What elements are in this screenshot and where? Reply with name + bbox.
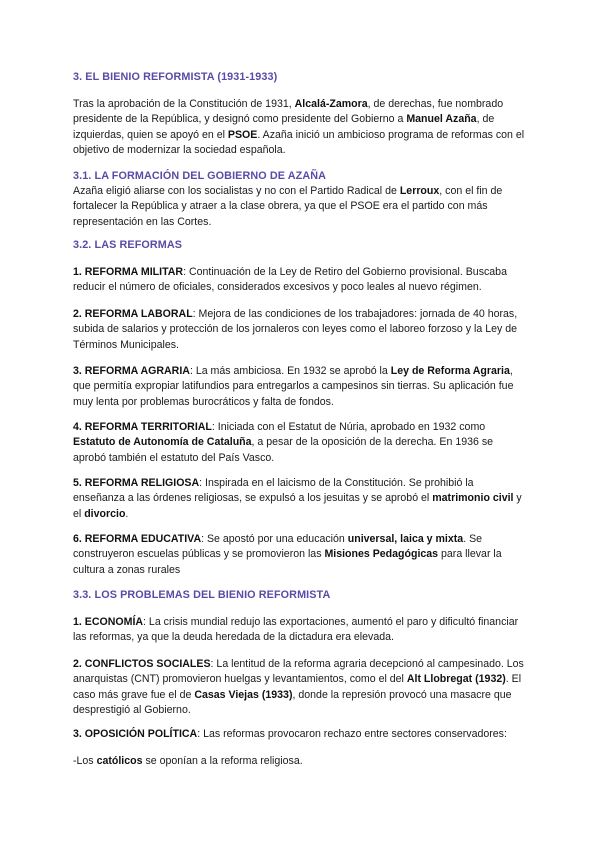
- text-run: : La más ambiciosa. En 1932 se aprobó la: [189, 365, 391, 377]
- reform-educativa-paragraph: [73, 532, 528, 578]
- bold-text-run: 3. REFORMA AGRARIA: [73, 365, 190, 377]
- text-run: . El caso más grave fue el de: [73, 673, 522, 701]
- reform-territorial-paragraph: [73, 420, 528, 466]
- bold-text-run: 1. REFORMA MILITAR: [73, 266, 184, 278]
- bold-text-run: 2. CONFLICTOS SOCIALES: [73, 658, 211, 670]
- bold-text-run: PSOE: [227, 128, 258, 141]
- section-3-2-heading: 3.2. LAS REFORMAS: [73, 239, 183, 251]
- text-run: , de derechas, fue nombrado presidente de la República, y designó como presidente del Gobierno a: [73, 98, 504, 126]
- text-run: . Azaña inició un ambicioso programa de reformas con el objetivo de modernizar la sociedad española.: [73, 128, 525, 157]
- text-run: se oponían a la reforma religiosa.: [142, 755, 303, 767]
- bold-text-run: Casas Viejas (1933): [194, 688, 293, 701]
- bold-text-run: Alt Llobregat (1932): [406, 673, 506, 686]
- text-run: Tras la aprobación de la Constitución de 1931,: [73, 98, 295, 110]
- reform-agraria-paragraph: [73, 364, 528, 410]
- bold-text-run: Misiones Pedagógicas: [324, 548, 439, 561]
- text-run: : Mejora de las condiciones de los trabajadores: jornada de 40 horas, subida de salarios y protección de los jornaleros con leyes como el laboreo forzoso y la Ley de Términos Municipales.: [73, 308, 518, 351]
- reform-militar-paragraph: [73, 265, 528, 296]
- text-run: : Las reformas provocaron rechazo entre sectores conservadores:: [197, 728, 507, 740]
- text-run: : La crisis mundial redujo las exportaciones, aumentó el paro y dificultó financiar las reformas, ya que la deuda heredada de la dictadura era elevada.: [73, 616, 519, 644]
- text-run: .: [125, 507, 129, 520]
- reform-laboral-paragraph: [73, 307, 528, 353]
- section-3-3-heading: 3.3. LOS PROBLEMAS DEL BIENIO REFORMISTA: [73, 589, 331, 601]
- text-run: , que permitía expropiar latifundios para entregarlos a campesinos sin tierras. Su aplicación fue muy lenta por problemas burocráticos y falta de fondos.: [73, 365, 514, 408]
- bold-text-run: Ley de Reforma Agraria: [390, 365, 510, 377]
- bold-text-run: 1. ECONOMÍA: [73, 616, 144, 628]
- text-run: : La lentitud de la reforma agraria decepcionó al campesinado. Los anarquistas (CNT) promovieron huelgas y levantamientos, como el del: [73, 658, 524, 686]
- bold-text-run: Estatuto de Autonomía de Cataluña: [73, 436, 252, 449]
- bold-text-run: 3. OPOSICIÓN POLÍTICA: [73, 728, 198, 740]
- text-run: y el: [73, 492, 522, 520]
- bold-text-run: 6. REFORMA EDUCATIVA: [73, 533, 202, 545]
- text-run: Azaña eligió aliarse con los socialistas y no con el Partido Radical de: [73, 185, 400, 197]
- bold-text-run: divorcio: [84, 507, 126, 520]
- text-run: , con el fin de fortalecer la República y atraer a la clase obrera, ya que el PSOE era el partido con más representación en las Cortes.: [73, 185, 503, 228]
- text-run: : Se apostó por una educación: [201, 533, 348, 545]
- text-run: , de izquierdas, quien se apoyó en el: [73, 113, 495, 141]
- text-run: -Los: [73, 755, 97, 767]
- bold-text-run: matrimonio civil: [432, 492, 514, 505]
- bold-text-run: 4. REFORMA TERRITORIAL: [73, 421, 212, 433]
- intro-paragraph: [73, 97, 528, 159]
- text-run: : Continuación de la Ley de Retiro del Gobierno provisional. Buscaba reducir el número de oficiales, considerados excesivos y poco leales al nuevo régimen.: [73, 266, 507, 294]
- text-run: : Inspirada en el laicismo de la Constitución. Se prohibió la enseñanza a las órdenes religiosas, se expulsó a los jesuitas y se aprobó el: [73, 477, 474, 505]
- bold-text-run: 2. REFORMA LABORAL: [73, 308, 193, 320]
- section-3-1-heading: 3.1. LA FORMACIÓN DEL GOBIERNO DE AZAÑA: [73, 170, 327, 182]
- bold-text-run: Lerroux: [399, 185, 440, 197]
- page-title: 3. EL BIENIO REFORMISTA (1931-1933): [73, 71, 278, 83]
- section-3-1-paragraph: [73, 184, 528, 230]
- text-run: . Se construyeron escuelas públicas y se promovieron las: [73, 533, 483, 561]
- text-run: para llevar la cultura a zonas rurales: [73, 548, 502, 576]
- problem-catolicos-paragraph: [73, 754, 528, 769]
- problem-economia-paragraph: [73, 615, 528, 646]
- bold-text-run: católicos: [96, 755, 143, 767]
- text-run: , a pesar de la oposición de la derecha. En 1936 se aprobó también el estatuto del País Vasco.: [73, 436, 494, 464]
- problem-oposicion-paragraph: [73, 727, 528, 742]
- text-run: : Iniciada con el Estatut de Núria, aprobado en 1932 como: [211, 421, 486, 433]
- reform-religiosa-paragraph: [73, 476, 528, 522]
- text-run: , donde la represión provocó una masacre que desprestigió al Gobierno.: [73, 688, 512, 717]
- bold-text-run: universal, laica y mixta: [347, 533, 464, 545]
- bold-text-run: Manuel Azaña: [406, 113, 477, 126]
- problem-conflictos-paragraph: [73, 657, 528, 719]
- bold-text-run: Alcalá-Zamora: [294, 98, 368, 110]
- bold-text-run: 5. REFORMA RELIGIOSA: [73, 477, 200, 489]
